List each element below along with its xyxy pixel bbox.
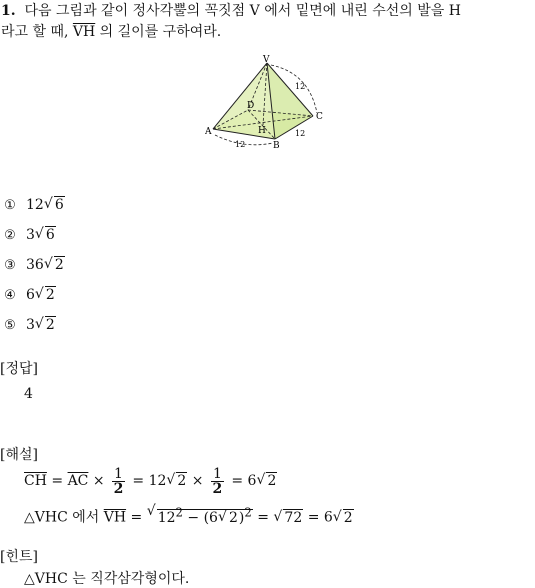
length-bc: 12 <box>295 129 306 138</box>
option-mark: ④ <box>4 287 16 303</box>
solution-label: [해설] <box>0 447 38 463</box>
option-mark: ② <box>4 227 16 243</box>
label-v: V <box>263 55 270 65</box>
option-value: 3 √ 2 <box>26 317 56 333</box>
answer-value: 4 <box>24 386 33 402</box>
answer-label: [정답] <box>0 361 38 377</box>
solution-line-1: $\overline{CH} = \overline{AC}$ × $\frac{1}{2}$ = 12 √ 2 × $\frac{1}{2}$ = 6 √ 2 <box>24 466 277 496</box>
option-mark: ① <box>4 197 16 213</box>
length-ve: 12 <box>295 82 306 91</box>
option-mark: ⑤ <box>4 317 16 333</box>
question-line1: 다음 그림과 같이 정사각뿔의 꼭짓점 V 에서 밑면에 내린 수선의 발을 H <box>24 3 461 19</box>
option-3[interactable] <box>2 257 65 273</box>
hint-label: [힌트] <box>0 549 38 565</box>
option-5[interactable] <box>2 317 56 333</box>
option-mark: ③ <box>4 257 16 273</box>
question-text: 1. 다음 그림과 같이 정사각뿔의 꼭짓점 V 에서 밑면에 내린 수선의 발을 H 라고 할 때, $\overline{VH}$ 의 길이를 구하여라. <box>1 3 461 40</box>
label-b: B <box>273 141 280 150</box>
option-2[interactable] <box>2 227 56 243</box>
option-value: 12 √ 6 <box>26 197 65 213</box>
option-4[interactable] <box>2 287 56 303</box>
segment-vh: $\overline{VH}$ <box>72 24 96 40</box>
label-c: C <box>316 112 323 122</box>
question-number: 1. <box>1 3 16 19</box>
option-value: 36 √ 2 <box>26 257 65 273</box>
option-1[interactable] <box>2 197 65 213</box>
option-value: 6 √ 2 <box>26 287 56 303</box>
label-a: A <box>205 127 212 137</box>
label-h: H <box>258 126 266 136</box>
solution-line-2: △VHC 에서 $\overline{VH}$ = √ $12^2 - (6$ √ 2)$^2$ = √ 72 = 6 √ 2 <box>24 502 354 528</box>
label-d: D <box>247 101 255 111</box>
hint-text: △VHC 는 직각삼각형이다. <box>24 571 190 587</box>
option-value: 3 √ 6 <box>26 227 56 243</box>
length-ab: 12 <box>235 140 246 149</box>
pyramid-figure <box>205 55 330 150</box>
